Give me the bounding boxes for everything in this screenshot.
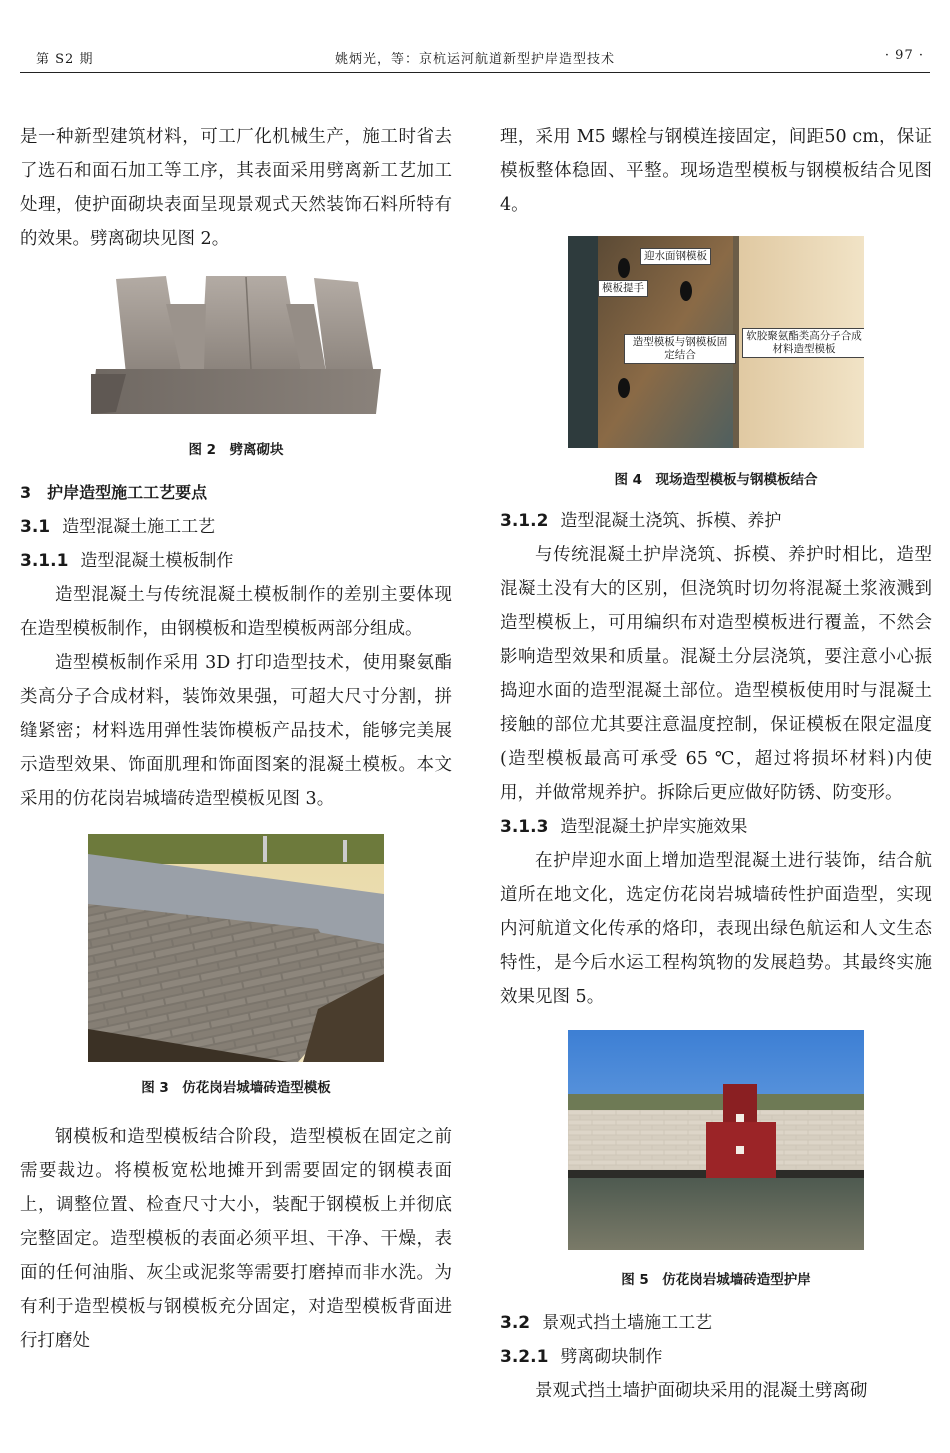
subsection-heading xyxy=(500,1340,932,1374)
section-number: 3.1 xyxy=(20,517,51,537)
paragraph: 造型混凝土与传统混凝土模板制作的差别主要体现在造型模板制作，由钢模板和造型模板两部分组成。 xyxy=(20,585,452,639)
section-title: 景观式挡土墙施工工艺 xyxy=(542,1313,713,1333)
figure-5 xyxy=(500,1030,932,1288)
revetment-photo xyxy=(568,1030,864,1250)
figure-caption: 图 2 劈离砌块 xyxy=(188,442,284,458)
steel-form-photo xyxy=(568,236,864,448)
figure-3 xyxy=(20,834,452,1096)
figure-caption: 图 5 仿花岗岩城墙砖造型护岸 xyxy=(621,1272,811,1288)
paragraph: 钢模板和造型模板结合阶段，造型模板在固定之前需要裁边。将模板宽松地摊开到需要固定的钢模表面上，调整位置、检查尺寸大小，装配于钢模板上并彻底完整固定。造型模板的表面必须平坦、干净、干燥，表面的任何油脂、灰尘或泥浆等需要打磨掉而非水洗。为有利于造型模板与钢模板充分固定，对造型模板背面进行打磨处 xyxy=(20,1127,452,1351)
issue-number: 第 S2 期 xyxy=(36,52,94,67)
section-number: 3.1.3 xyxy=(500,817,549,837)
formwork-photo xyxy=(88,834,384,1062)
running-title: 姚炳光，等：京杭运河航道新型护岸造型技术 xyxy=(334,52,615,67)
photo-label: 模板提手 xyxy=(598,280,648,297)
figure-2 xyxy=(20,274,452,458)
photo-label: 软胶聚氨酯类高分子合成材料造型模板 xyxy=(742,328,864,358)
subsection-heading xyxy=(500,1306,932,1340)
section-number: 3.2 xyxy=(500,1313,531,1333)
section-title: 造型混凝土浇筑、拆模、养护 xyxy=(560,511,782,531)
section-title: 造型混凝土护岸实施效果 xyxy=(560,817,748,837)
section-title: 造型混凝土模板制作 xyxy=(80,551,234,571)
figure-4 xyxy=(500,236,932,488)
paragraph: 是一种新型建筑材料，可工厂化机械生产，施工时省去了选石和面石加工等工序，其表面采用劈离新工艺加工处理，使护面砌块表面呈现景观式天然装饰石料所特有的效果。劈离砌块见图 2。 xyxy=(20,127,452,249)
page-number: · 97 · xyxy=(884,48,924,63)
section-number: 3.2.1 xyxy=(500,1347,549,1367)
figure-caption: 图 3 仿花岗岩城墙砖造型模板 xyxy=(141,1080,331,1096)
section-number: 3.1.1 xyxy=(20,551,69,571)
figure-caption: 图 4 现场造型模板与钢模板结合 xyxy=(614,472,818,488)
left-column xyxy=(20,120,452,1358)
section-title: 劈离砌块制作 xyxy=(560,1347,663,1367)
right-column xyxy=(500,120,932,1408)
subsection-heading xyxy=(20,544,452,578)
subsection-heading xyxy=(500,810,932,844)
section-title: 造型混凝土施工工艺 xyxy=(62,517,216,537)
page-header xyxy=(20,46,930,73)
split-block-photo xyxy=(86,274,386,424)
photo-label: 迎水面钢模板 xyxy=(640,248,711,265)
paragraph: 景观式挡土墙护面砌块采用的混凝土劈离砌 xyxy=(535,1381,868,1401)
section-heading: 3 护岸造型施工工艺要点 xyxy=(20,483,208,502)
paragraph: 造型模板制作采用 3D 打印造型技术，使用聚氨酯类高分子合成材料，装饰效果强，可超大尺寸分割，拼缝紧密；材料选用弹性装饰模板产品技术，能够完美展示造型效果、饰面肌理和饰面图案的混凝土模板。本文采用的仿花岗岩城墙砖造型模板见图 3。 xyxy=(20,653,452,809)
subsection-heading xyxy=(20,510,452,544)
section-number: 3.1.2 xyxy=(500,511,549,531)
photo-label: 造型模板与钢模板固定结合 xyxy=(624,334,736,364)
paragraph: 在护岸迎水面上增加造型混凝土进行装饰，结合航道所在地文化，选定仿花岗岩城墙砖性护面造型，实现内河航道文化传承的烙印，表现出绿色航运和人文生态特性，是今后水运工程构筑物的发展趋势。其最终实施效果见图 5。 xyxy=(500,851,932,1007)
paragraph: 理，采用 M5 螺栓与钢模连接固定，间距50 cm，保证模板整体稳固、平整。现场造型模板与钢模板结合见图 4。 xyxy=(500,127,932,215)
paragraph: 与传统混凝土护岸浇筑、拆模、养护时相比，造型混凝土没有大的区别，但浇筑时切勿将混凝土浆液溅到造型模板上，可用编织布对造型模板进行覆盖，不然会影响造型效果和质量。混凝土分层浇筑，要注意小心振捣迎水面的造型混凝土部位。造型模板使用时与混凝土接触的部位尤其要注意温度控制，保证模板在限定温度(造型模板最高可承受 65 ℃，超过将损坏材料)内使用，并做常规养护。拆除后更应做好防锈、防变形。 xyxy=(500,545,932,803)
subsection-heading xyxy=(500,504,932,538)
